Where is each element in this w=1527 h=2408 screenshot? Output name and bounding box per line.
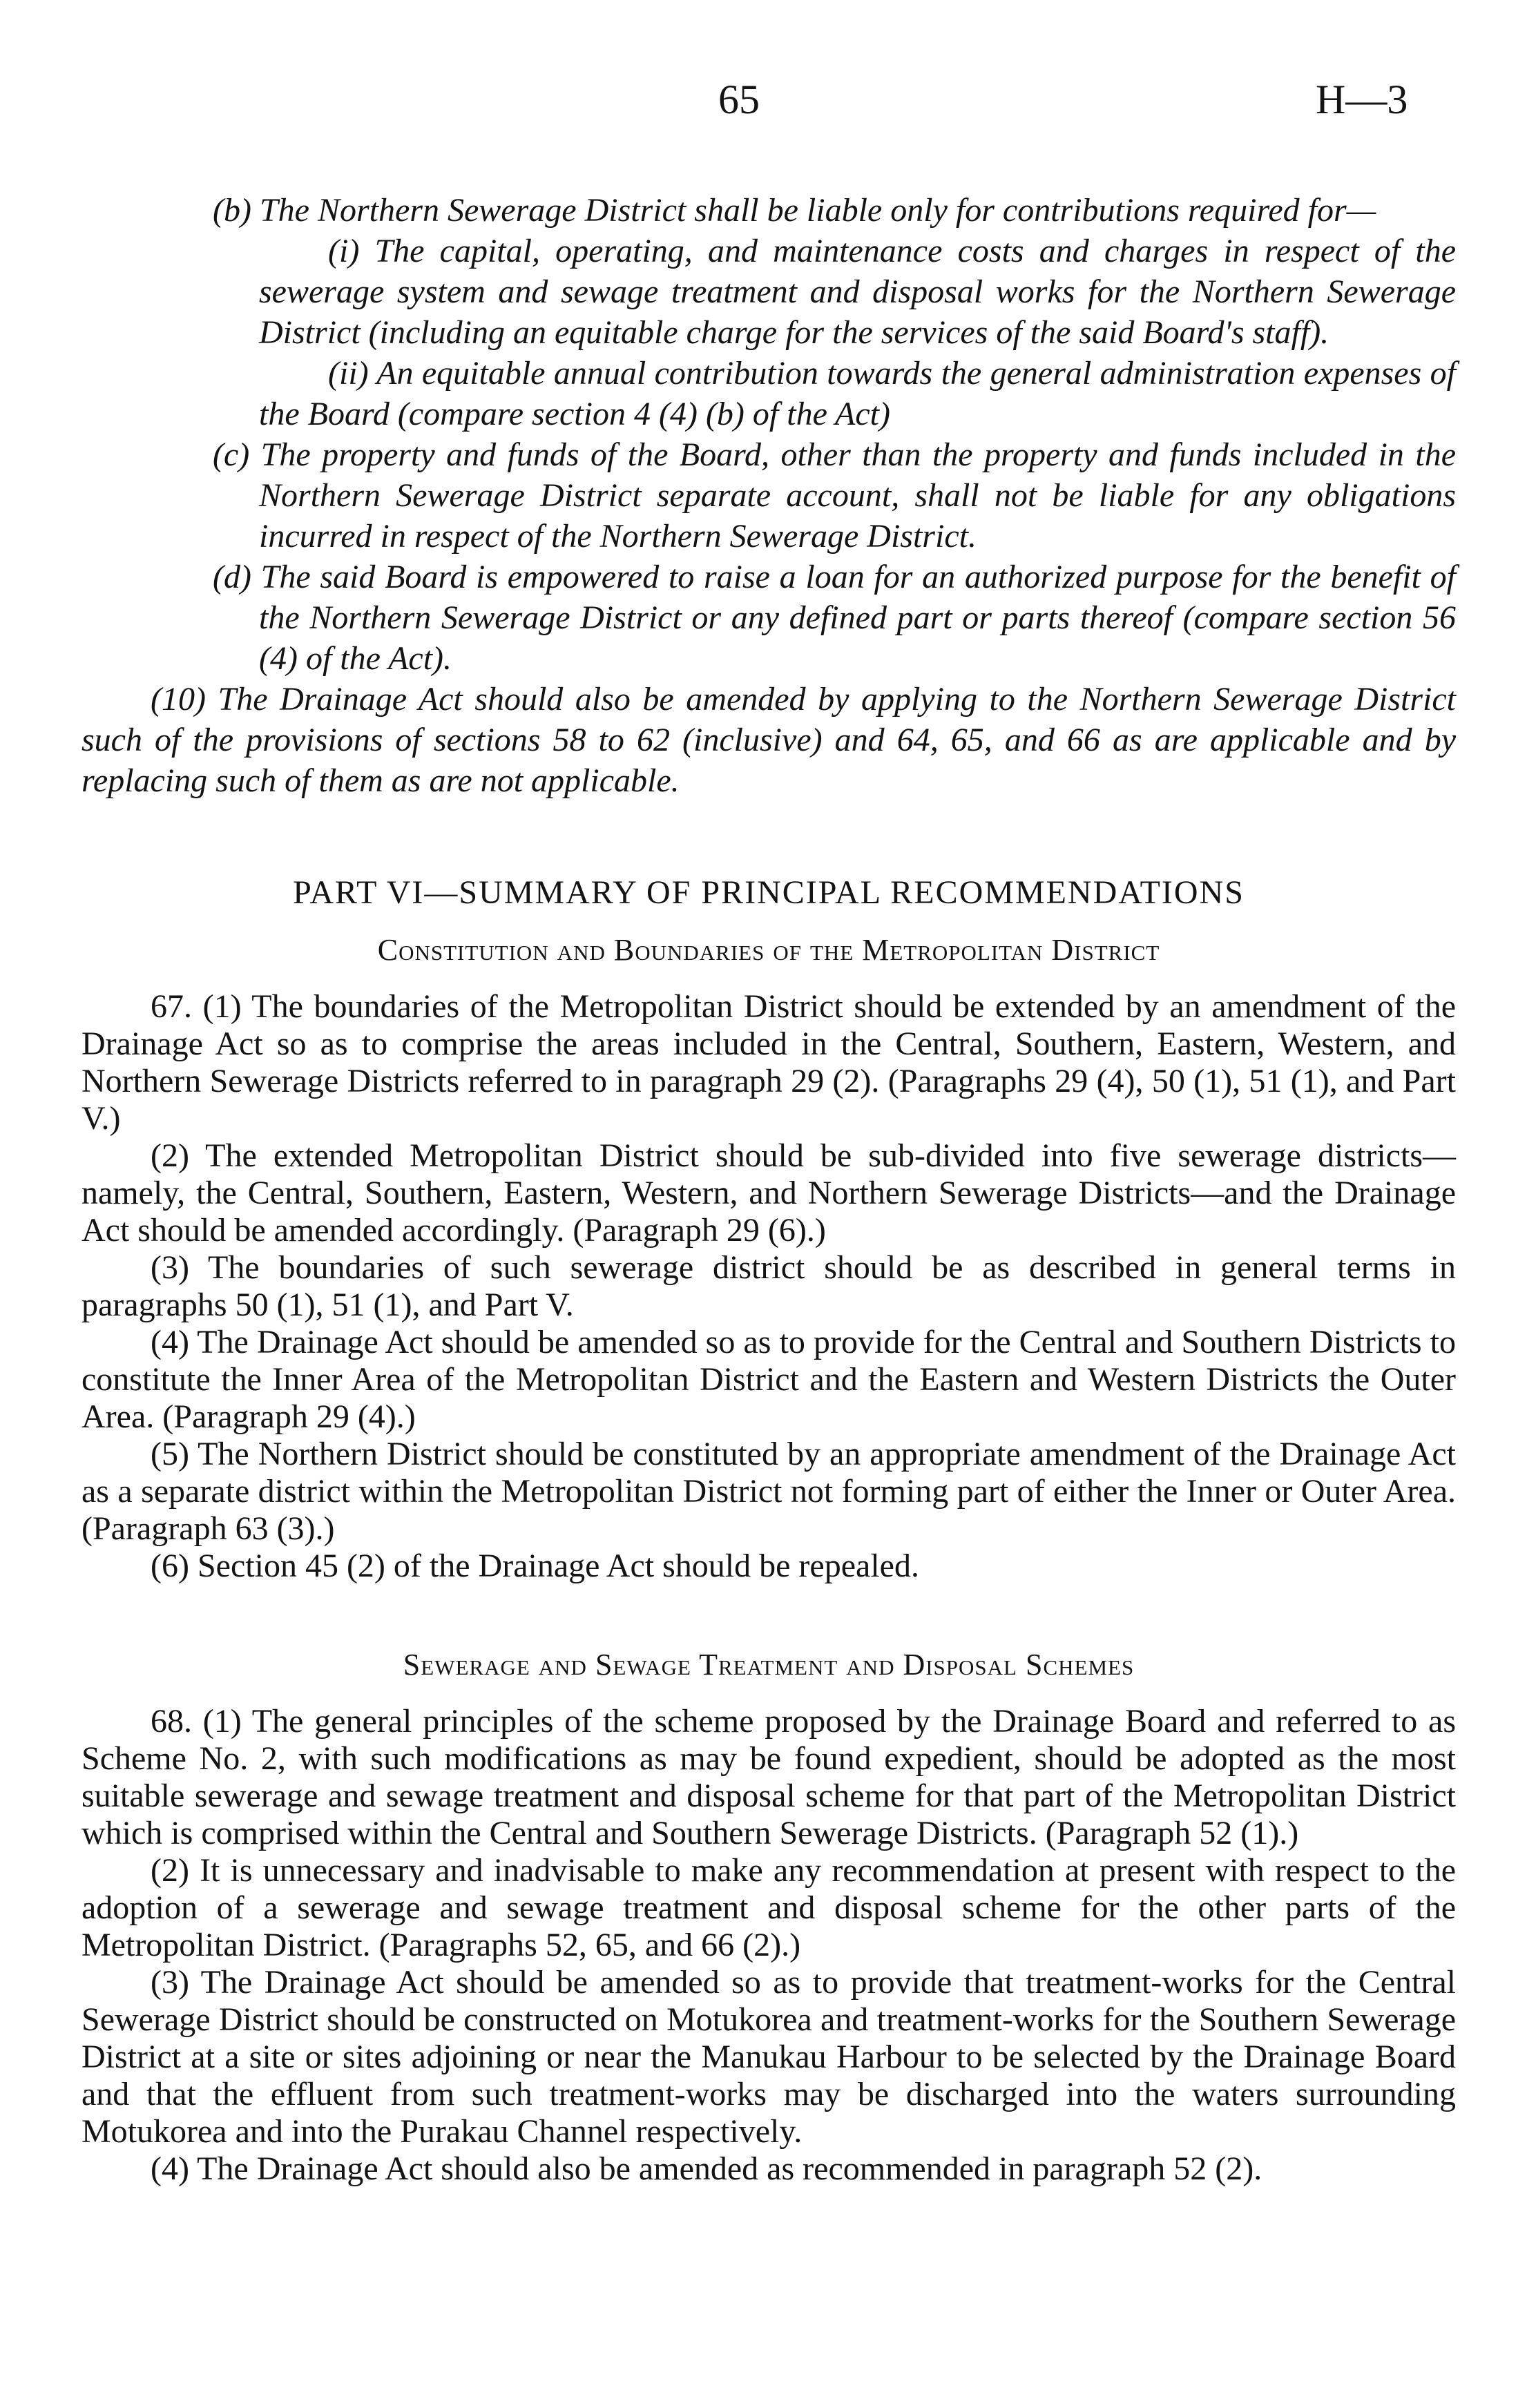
clause-d: (d) The said Board is empowered to raise a loan for an authorized purpose for the benefit of the Northern Sewerage District or any defined part or parts thereof (compare section 56 (4) of the Act). bbox=[213, 559, 1456, 677]
paragraph-67-2: (2) The extended Metropolitan District should be sub-divided into five sewerage districts—namely, the Central, Southern, Eastern, Western, and Northern Sewerage Districts—and the Drainage Act should be amended accordingly. (Paragraph 29 (6).) bbox=[81, 1137, 1456, 1249]
spacer bbox=[81, 1682, 1456, 1703]
clause-b-intro: (b) The Northern Sewerage District shall be liable only for contributions required for— bbox=[213, 192, 1376, 229]
page-header bbox=[0, 76, 1527, 145]
paragraph-67-6: (6) Section 45 (2) of the Drainage Act should be repealed. bbox=[151, 1548, 919, 1584]
spacer bbox=[81, 1585, 1456, 1647]
paragraph-68-4: (4) The Drainage Act should also be amended as recommended in paragraph 52 (2). bbox=[151, 2150, 1262, 2187]
paragraph-67-3: (3) The boundaries of such sewerage district should be as described in general terms in paragraphs 50 (1), 51 (1), and Part V. bbox=[81, 1249, 1456, 1323]
clause-b-i: (i) The capital, operating, and maintenance costs and charges in respect of the sewerage system and sewage treatment and disposal works for the Northern Sewerage District (including an equitable charge for the services of the said Board's staff). bbox=[259, 233, 1456, 351]
paragraph-68-1: 68. (1) The general principles of the scheme proposed by the Drainage Board and referred to as Scheme No. 2, with such modifications as may be found expedient, should be adopted as the most suitable sewerage and sewage treatment and disposal scheme for that part of the Metropolitan District which is comprised within the Central and Southern Sewerage Districts. (Paragraph 52 (1).) bbox=[81, 1703, 1456, 1851]
clause-b-ii: (ii) An equitable annual contribution towards the general administration expenses of the Board (compare section 4 (4) (b) of the Act) bbox=[259, 355, 1456, 432]
spacer bbox=[81, 967, 1456, 988]
paragraph-67-5: (5) The Northern District should be constituted by an appropriate amendment of the Drainage Act as a separate district within the Metropolitan District not forming part of either the Inner or Outer Area. (Paragraph 63 (3).) bbox=[81, 1436, 1456, 1547]
paragraph-10: (10) The Drainage Act should also be amended by applying to the Northern Sewerage District such of the provisions of sections 58 to 62 (inclusive) and 64, 65, and 66 as are applicable and by replacing such of them as are not applicable. bbox=[81, 681, 1456, 799]
spacer bbox=[81, 801, 1456, 874]
paragraph-67-1: 67. (1) The boundaries of the Metropolitan District should be extended by an amendment of the Drainage Act so as to comprise the areas included in the Central, Southern, Eastern, Western, and Northern Sewerage Districts referred to in paragraph 29 (2). (Paragraphs 29 (4), 50 (1), 51 (1), and Part V.) bbox=[81, 988, 1456, 1137]
page-body bbox=[81, 190, 1456, 2188]
paragraph-68-3: (3) The Drainage Act should be amended so as to provide that treatment-works for the Central Sewerage District should be constructed on Motukorea and treatment-works for the Southern Sewerage District at a site or sites adjoining or near the Manukau Harbour to be selected by the Drainage Board and that the effluent from such treatment-works may be discharged into the waters surrounding Motukorea and into the Purakau Channel respectively. bbox=[81, 1964, 1456, 2150]
clause-c: (c) The property and funds of the Board, other than the property and funds included in the Northern Sewerage District separate account, shall not be liable for any obligations incurred in respect of the Northern Sewerage District. bbox=[213, 436, 1456, 555]
page-number: 65 bbox=[718, 77, 760, 122]
spacer bbox=[81, 912, 1456, 932]
section-heading-sewerage: Sewerage and Sewage Treatment and Disposal Schemes bbox=[403, 1648, 1135, 1682]
part-title: PART VI—SUMMARY OF PRINCIPAL RECOMMENDATIONS bbox=[293, 874, 1245, 911]
paragraph-67-4: (4) The Drainage Act should be amended so as to provide for the Central and Southern Districts to constitute the Inner Area of the Metropolitan District and the Eastern and Western Districts the Outer Area. (Paragraph 29 (4).) bbox=[81, 1324, 1456, 1435]
document-code: H—3 bbox=[1316, 77, 1408, 122]
section-heading-constitution: Constitution and Boundaries of the Metropolitan District bbox=[377, 933, 1160, 967]
paragraph-68-2: (2) It is unnecessary and inadvisable to make any recommendation at present with respect to the adoption of a sewerage and sewage treatment and disposal scheme for the other parts of the Metropolitan District. (Paragraphs 52, 65, and 66 (2).) bbox=[81, 1852, 1456, 1963]
